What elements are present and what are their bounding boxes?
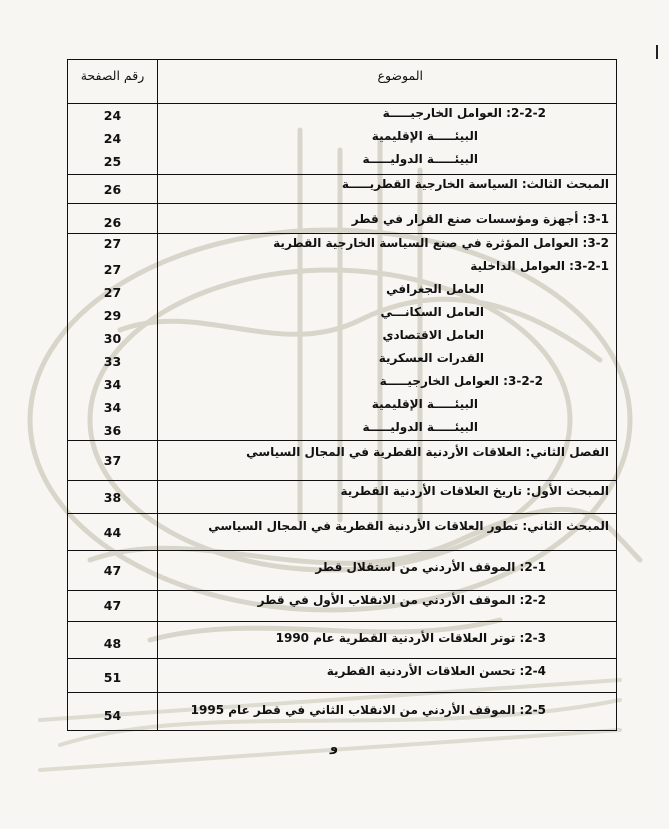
toc-page: 47 (103, 598, 122, 613)
toc-entry: البيئـــــة الدوليـــــة (362, 152, 478, 166)
toc-table (67, 59, 617, 731)
row-separator (68, 233, 616, 234)
toc-entry: المبحث الأول: تاريخ العلاقات الأردنية القطرية (340, 484, 609, 498)
toc-page: 34 (103, 400, 122, 415)
toc-page: 27 (103, 285, 122, 300)
toc-page: 26 (103, 182, 122, 197)
row-separator (68, 513, 616, 514)
toc-entry: العامل الجغرافي (386, 282, 484, 296)
toc-entry: القدرات العسكرية (378, 351, 484, 365)
toc-entry: المبحث الثاني: تطور العلاقات الأردنية القطرية في المجال السياسي (208, 519, 609, 533)
toc-page: 38 (103, 490, 122, 505)
toc-entry: 3-2: العوامل المؤثرة في صنع السياسة الخارجية القطرية (273, 236, 609, 250)
toc-page: 25 (103, 154, 122, 169)
toc-page: 29 (103, 308, 122, 323)
toc-entry: العامل الاقتصادي (382, 328, 484, 342)
toc-entry: 3-2-1: العوامل الداخلية (470, 259, 609, 273)
toc-page: 54 (103, 708, 122, 723)
row-separator (68, 103, 616, 104)
toc-page: 34 (103, 377, 122, 392)
toc-page: 37 (103, 453, 122, 468)
toc-page: 48 (103, 636, 122, 651)
toc-entry: البيئـــــة الإقليمية (371, 397, 478, 411)
row-separator (68, 658, 616, 659)
toc-entry: البيئـــــة الإقليمية (371, 129, 478, 143)
toc-page: 47 (103, 563, 122, 578)
toc-entry: المبحث الثالث: السياسة الخارجية القطريـــــة (341, 177, 609, 191)
toc-page: 26 (103, 215, 122, 230)
toc-entry: 2-5: الموقف الأردني من الانقلاب الثاني في قطر عام 1995 (190, 703, 546, 717)
toc-entry: 2-3: توتر العلاقات الأردنية القطرية عام 1990 (275, 631, 546, 645)
row-separator (68, 480, 616, 481)
toc-entry: العامل السكانـــي (380, 305, 484, 319)
toc-page: 44 (103, 525, 122, 540)
row-separator (68, 590, 616, 591)
edge-mark (656, 45, 658, 59)
toc-entry: 2-4: تحسن العلاقات الأردنية القطرية (326, 664, 546, 678)
toc-entry: 3-1: أجهزة ومؤسسات صنع القرار في قطر (351, 212, 609, 226)
topic-column-header: الموضوع (377, 68, 423, 83)
toc-page: 24 (103, 108, 122, 123)
toc-page: 36 (103, 423, 122, 438)
page-column-header: رقم الصفحة (80, 68, 145, 83)
row-separator (68, 550, 616, 551)
toc-page: 27 (103, 236, 122, 251)
toc-page: 51 (103, 670, 122, 685)
toc-entry: البيئـــــة الدوليـــــة (362, 420, 478, 434)
row-separator (68, 440, 616, 441)
row-separator (68, 692, 616, 693)
column-divider (157, 60, 158, 730)
toc-page: 30 (103, 331, 122, 346)
toc-entry: الفصل الثاني: العلاقات الأردنية القطرية في المجال السياسي (246, 445, 609, 459)
row-separator (68, 174, 616, 175)
toc-entry: 2-2: الموقف الأردني من الانقلاب الأول في قطر (257, 593, 546, 607)
toc-entry: 3-2-2: العوامل الخارجيـــــة (379, 374, 543, 388)
toc-page: 33 (103, 354, 122, 369)
row-separator (68, 621, 616, 622)
toc-page: 24 (103, 131, 122, 146)
toc-entry: 2-1: الموقف الأردني من استقلال قطر (315, 560, 546, 574)
page-number-marker: و (330, 740, 339, 755)
toc-entry: 2-2-2: العوامل الخارجيـــــة (382, 106, 546, 120)
toc-page: 27 (103, 262, 122, 277)
row-separator (68, 203, 616, 204)
